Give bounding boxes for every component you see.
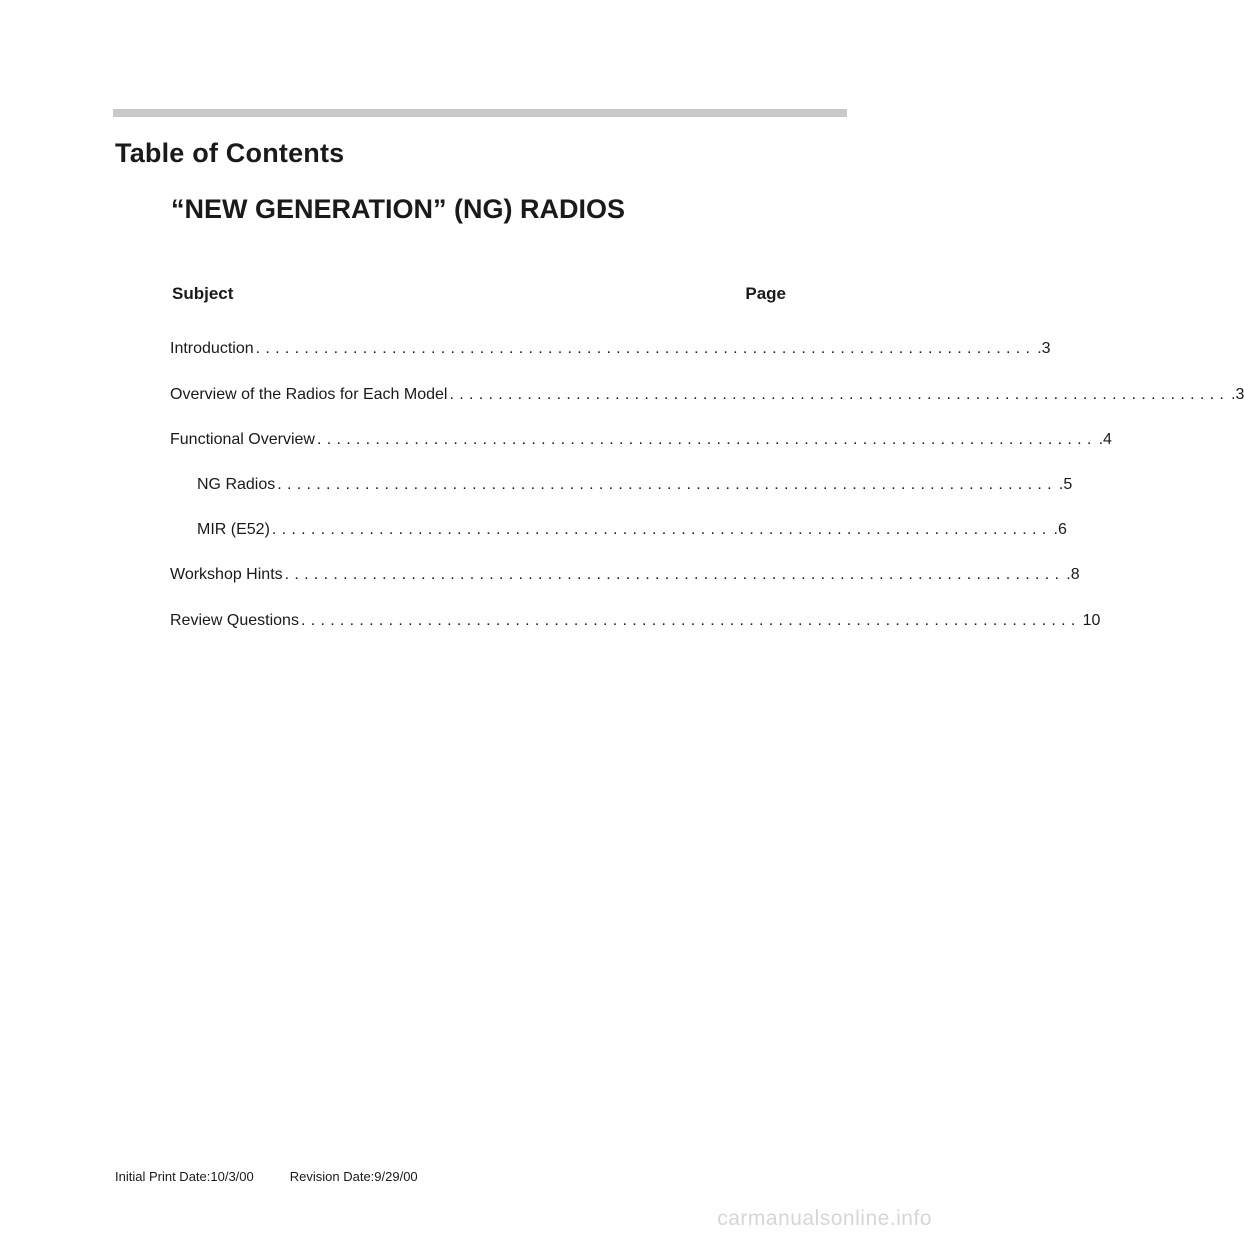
toc-entry-functional-overview[interactable] [170, 431, 1112, 453]
dot-leader: ................................................................................ [255, 340, 1036, 357]
dot-leader: ................................................................................ [300, 612, 1081, 629]
toc-entry-label: Functional Overview [170, 431, 315, 448]
toc-entry-ng-radios[interactable] [197, 476, 1073, 498]
toc-entry-overview[interactable] [170, 386, 1244, 408]
toc-entry-label: Overview of the Radios for Each Model [170, 386, 448, 403]
top-divider [113, 109, 847, 117]
toc-entry-page: .8 [1066, 566, 1080, 583]
toc-entry-page: .3 [1231, 386, 1244, 403]
revision-date: Revision Date:9/29/00 [289, 1169, 418, 1184]
toc-entry-page: .4 [1098, 431, 1112, 448]
toc-entry-review-questions[interactable] [170, 612, 1101, 634]
toc-entry-page: .6 [1053, 521, 1067, 538]
dot-leader: ................................................................................ [277, 476, 1057, 493]
subject-column-header: Subject [172, 284, 234, 303]
page-footer [115, 1169, 418, 1184]
toc-entry-page: .3 [1037, 340, 1051, 357]
toc-entry-workshop-hints[interactable] [170, 566, 1080, 588]
toc-entry-label: Workshop Hints [170, 566, 283, 583]
initial-print-date: Initial Print Date:10/3/00 [115, 1169, 254, 1184]
toc-entry-mir-e52[interactable] [197, 521, 1067, 543]
toc-entry-label: MIR (E52) [197, 521, 270, 538]
dot-leader: ................................................................................ [316, 431, 1097, 448]
document-subtitle: “NEW GENERATION” (NG) RADIOS [171, 194, 625, 224]
site-watermark: carmanualsonline.info [717, 1207, 932, 1230]
dot-leader: ................................................................................ [449, 386, 1230, 403]
toc-entry-label: Introduction [170, 340, 254, 357]
dot-leader: ................................................................................ [271, 521, 1052, 538]
toc-entry-page: .5 [1058, 476, 1073, 493]
toc-entry-introduction[interactable] [170, 340, 1051, 362]
dot-leader: ................................................................................ [284, 566, 1065, 583]
toc-column-headers [172, 284, 786, 304]
toc-entry-page: 10 [1082, 612, 1101, 629]
toc-entry-label: Review Questions [170, 612, 299, 629]
page-column-header: Page [745, 284, 786, 303]
toc-entry-label: NG Radios [197, 476, 276, 493]
page-title: Table of Contents [115, 138, 345, 168]
